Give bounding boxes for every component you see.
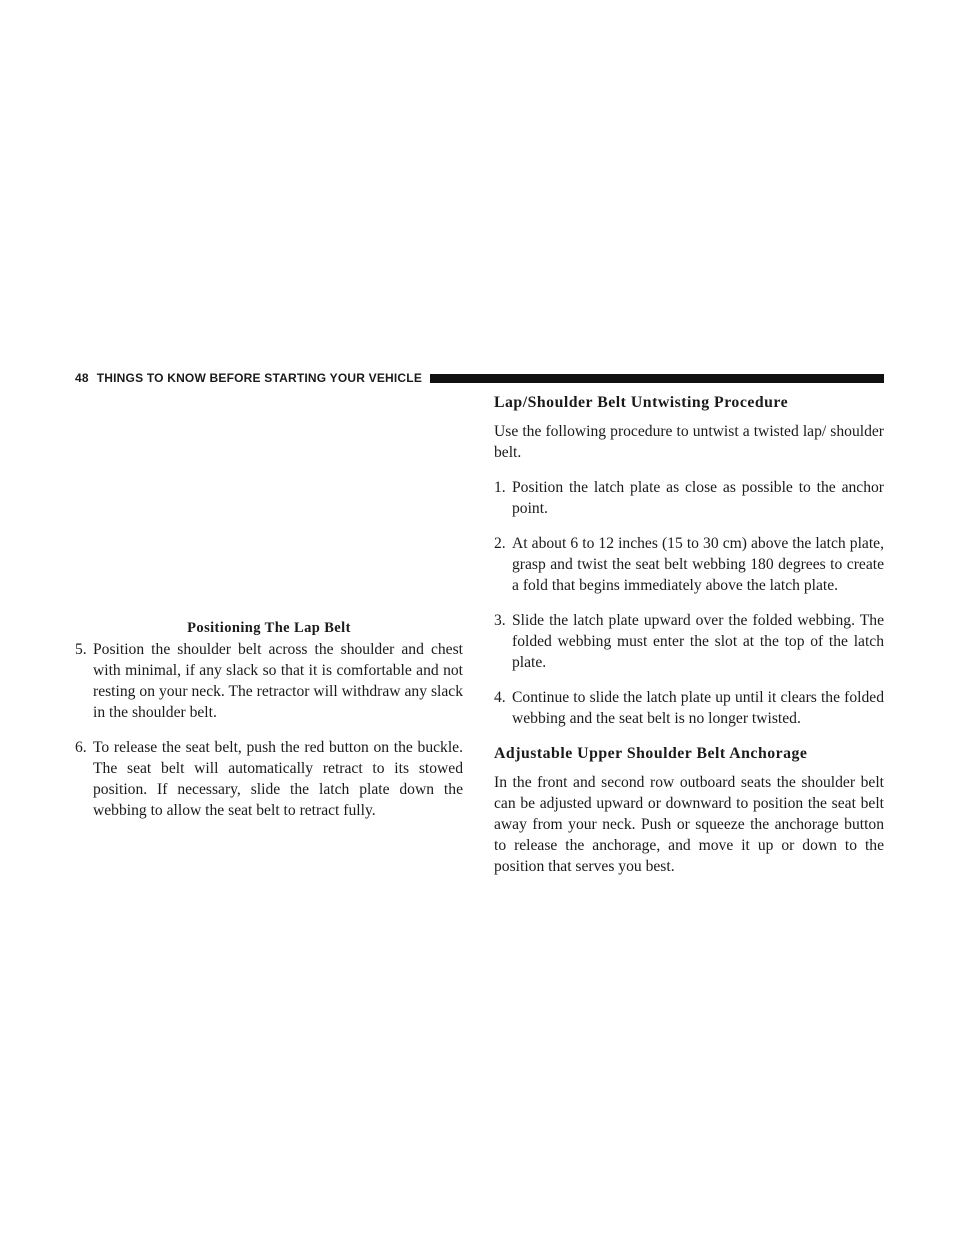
- list-item-text: Slide the latch plate upward over the folded webbing. The folded webbing must enter the slot at the top of the latch plate.: [512, 612, 884, 671]
- figure-image: [75, 395, 463, 617]
- list-item-text: Position the latch plate as close as possible to the anchor point.: [512, 479, 884, 517]
- running-header: [75, 370, 884, 386]
- header-rule: [430, 374, 884, 383]
- intro-paragraph: Use the following procedure to untwist a twisted lap/ shoulder belt.: [494, 423, 884, 461]
- list-item-4: [494, 687, 884, 729]
- list-item-number: 4.: [494, 689, 506, 706]
- list-item-5: [75, 639, 463, 723]
- list-item-number: 5.: [75, 641, 87, 658]
- list-item-text: Position the shoulder belt across the shoulder and chest with minimal, if any slack so that it is comfortable and not resting on your neck. The retractor will withdraw any slack in the shoulder belt.: [93, 641, 463, 721]
- list-item-3: [494, 610, 884, 673]
- figure-caption: Positioning The Lap Belt: [187, 620, 351, 636]
- list-item-number: 3.: [494, 612, 506, 629]
- list-item-number: 2.: [494, 535, 506, 552]
- section-heading-untwisting: Lap/Shoulder Belt Untwisting Procedure: [494, 394, 789, 411]
- list-item-number: 6.: [75, 739, 87, 756]
- list-item-text: Continue to slide the latch plate up until it clears the folded webbing and the seat belt is no longer twisted.: [512, 689, 884, 727]
- list-item-6: [75, 737, 463, 821]
- list-item-1: [494, 477, 884, 519]
- left-column: [75, 639, 463, 835]
- page-number: 48: [75, 371, 89, 385]
- right-column: [494, 392, 884, 891]
- list-item-text: To release the seat belt, push the red button on the buckle. The seat belt will automatically retract to its stowed position. If necessary, slide the latch plate down the webbing to allow the seat belt to retract fully.: [93, 739, 463, 819]
- section-heading-anchorage: Adjustable Upper Shoulder Belt Anchorage: [494, 745, 808, 762]
- list-item-number: 1.: [494, 479, 506, 496]
- list-item-text: At about 6 to 12 inches (15 to 30 cm) above the latch plate, grasp and twist the seat belt webbing 180 degrees to create a fold that begins immediately above the latch plate.: [512, 535, 884, 594]
- list-item-2: [494, 533, 884, 596]
- anchorage-paragraph: In the front and second row outboard seats the shoulder belt can be adjusted upward or downward to position the seat belt away from your neck. Push or squeeze the anchorage button to release the anchorage, and move it up or down to the position that serves you best.: [494, 774, 884, 875]
- section-title: THINGS TO KNOW BEFORE STARTING YOUR VEHICLE: [96, 371, 423, 385]
